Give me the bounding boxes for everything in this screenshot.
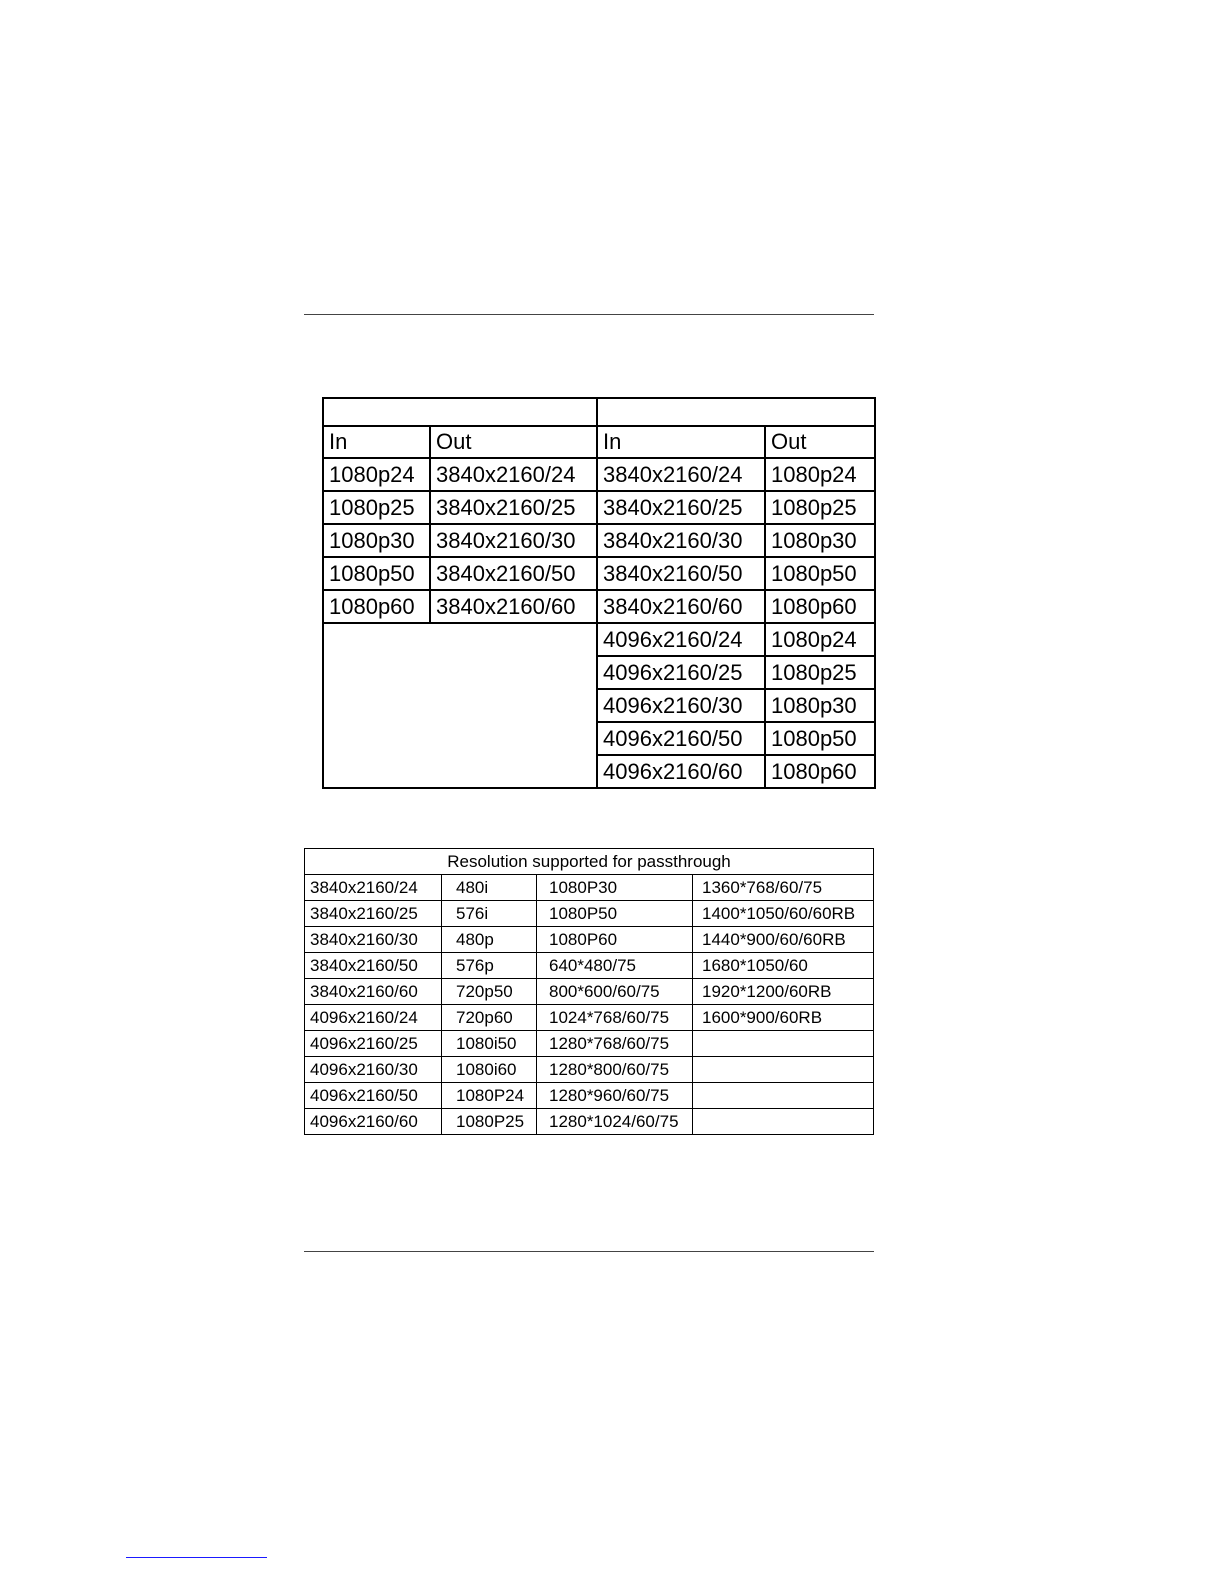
- table-cell: 1440*900/60/60RB: [693, 927, 874, 953]
- table-row: [323, 458, 875, 491]
- table-cell: 1920*1200/60RB: [693, 979, 874, 1005]
- table-cell: 1600*900/60RB: [693, 1005, 874, 1031]
- right-group-header: [597, 398, 875, 426]
- table-cell: 3840x2160/60: [430, 590, 597, 623]
- table-cell: 1280*960/60/75: [537, 1083, 693, 1109]
- table-cell: 3840x2160/24: [597, 458, 765, 491]
- passthrough-title: Resolution supported for passthrough: [305, 849, 874, 875]
- table-cell: 3840x2160/50: [305, 953, 442, 979]
- table-row: [323, 623, 875, 656]
- table-cell: 3840x2160/50: [597, 557, 765, 590]
- table-cell: [693, 1057, 874, 1083]
- table-cell: 1280*1024/60/75: [537, 1109, 693, 1135]
- table-row: [323, 524, 875, 557]
- table-cell: 1080p25: [765, 656, 875, 689]
- passthrough-body: [305, 875, 874, 1135]
- table-cell: 1080p30: [765, 689, 875, 722]
- table-row: [305, 953, 874, 979]
- table-cell: 3840x2160/60: [597, 590, 765, 623]
- table-cell: 4096x2160/25: [305, 1031, 442, 1057]
- table-cell: 4096x2160/60: [597, 755, 765, 788]
- table-cell: 1080p50: [765, 557, 875, 590]
- table-row: [305, 1005, 874, 1031]
- table-cell: 1080p60: [323, 590, 430, 623]
- table-cell: 640*480/75: [537, 953, 693, 979]
- table-cell: 720p60: [442, 1005, 537, 1031]
- table-cell: 1080p24: [765, 623, 875, 656]
- table-row: [305, 875, 874, 901]
- table-cell: [693, 1083, 874, 1109]
- table-row: [323, 491, 875, 524]
- table-cell: 4096x2160/24: [305, 1005, 442, 1031]
- table-cell: 4096x2160/50: [597, 722, 765, 755]
- table-cell: 3840x2160/25: [430, 491, 597, 524]
- table-row: [305, 927, 874, 953]
- table-cell: 4096x2160/50: [305, 1083, 442, 1109]
- table-row: [305, 901, 874, 927]
- column-header: Out: [765, 426, 875, 458]
- table-cell: 1360*768/60/75: [693, 875, 874, 901]
- left-group-header: [323, 398, 597, 426]
- passthrough-table: [304, 848, 874, 1135]
- table-cell: 1080p50: [323, 557, 430, 590]
- column-header: Out: [430, 426, 597, 458]
- table-cell: 1080p60: [765, 755, 875, 788]
- table-cell: 1080p24: [323, 458, 430, 491]
- empty-cell-block: [323, 623, 597, 788]
- passthrough-title-row: [305, 849, 874, 875]
- table-cell: 1080i50: [442, 1031, 537, 1057]
- column-header: In: [597, 426, 765, 458]
- table-cell: 1080p25: [765, 491, 875, 524]
- table-row: [305, 979, 874, 1005]
- table-cell: 3840x2160/25: [305, 901, 442, 927]
- table-cell: 1080P50: [537, 901, 693, 927]
- table-cell: 1280*768/60/75: [537, 1031, 693, 1057]
- table-cell: 1080p30: [765, 524, 875, 557]
- table-cell: 3840x2160/60: [305, 979, 442, 1005]
- table-cell: 1080p50: [765, 722, 875, 755]
- table-cell: 1080P60: [537, 927, 693, 953]
- table-cell: 1280*800/60/75: [537, 1057, 693, 1083]
- table-cell: 3840x2160/24: [305, 875, 442, 901]
- table-cell: 3840x2160/30: [430, 524, 597, 557]
- table-cell: 1080p30: [323, 524, 430, 557]
- table-cell: 1080p24: [765, 458, 875, 491]
- table-row: [323, 590, 875, 623]
- group-header-row: [323, 398, 875, 426]
- table-cell: 3840x2160/25: [597, 491, 765, 524]
- table-cell: [693, 1109, 874, 1135]
- table-cell: 1080p25: [323, 491, 430, 524]
- table-cell: 1080i60: [442, 1057, 537, 1083]
- column-header: In: [323, 426, 430, 458]
- table-cell: 1080P30: [537, 875, 693, 901]
- table-cell: 3840x2160/30: [305, 927, 442, 953]
- table-cell: 4096x2160/30: [305, 1057, 442, 1083]
- table-cell: 1080P25: [442, 1109, 537, 1135]
- table-row: [305, 1031, 874, 1057]
- table-row: [305, 1057, 874, 1083]
- table-cell: 3840x2160/50: [430, 557, 597, 590]
- footer-link-underline: [126, 1557, 267, 1558]
- table-cell: [693, 1031, 874, 1057]
- table-cell: 1024*768/60/75: [537, 1005, 693, 1031]
- table-cell: 480p: [442, 927, 537, 953]
- table-cell: 3840x2160/30: [597, 524, 765, 557]
- table-cell: 1400*1050/60/60RB: [693, 901, 874, 927]
- table-cell: 576i: [442, 901, 537, 927]
- table-cell: 4096x2160/25: [597, 656, 765, 689]
- conversion-table: [322, 397, 876, 789]
- table-cell: 3840x2160/24: [430, 458, 597, 491]
- table-row: [305, 1083, 874, 1109]
- header-rule: [304, 314, 874, 315]
- table-row: [305, 1109, 874, 1135]
- table-cell: 576p: [442, 953, 537, 979]
- table-cell: 1080p60: [765, 590, 875, 623]
- table-cell: 720p50: [442, 979, 537, 1005]
- table-cell: 480i: [442, 875, 537, 901]
- table-cell: 1080P24: [442, 1083, 537, 1109]
- column-header-row: [323, 426, 875, 458]
- table-cell: 4096x2160/24: [597, 623, 765, 656]
- table-row: [323, 557, 875, 590]
- table-cell: 1680*1050/60: [693, 953, 874, 979]
- table-cell: 4096x2160/60: [305, 1109, 442, 1135]
- table-cell: 4096x2160/30: [597, 689, 765, 722]
- table-cell: 800*600/60/75: [537, 979, 693, 1005]
- footer-rule: [304, 1251, 874, 1252]
